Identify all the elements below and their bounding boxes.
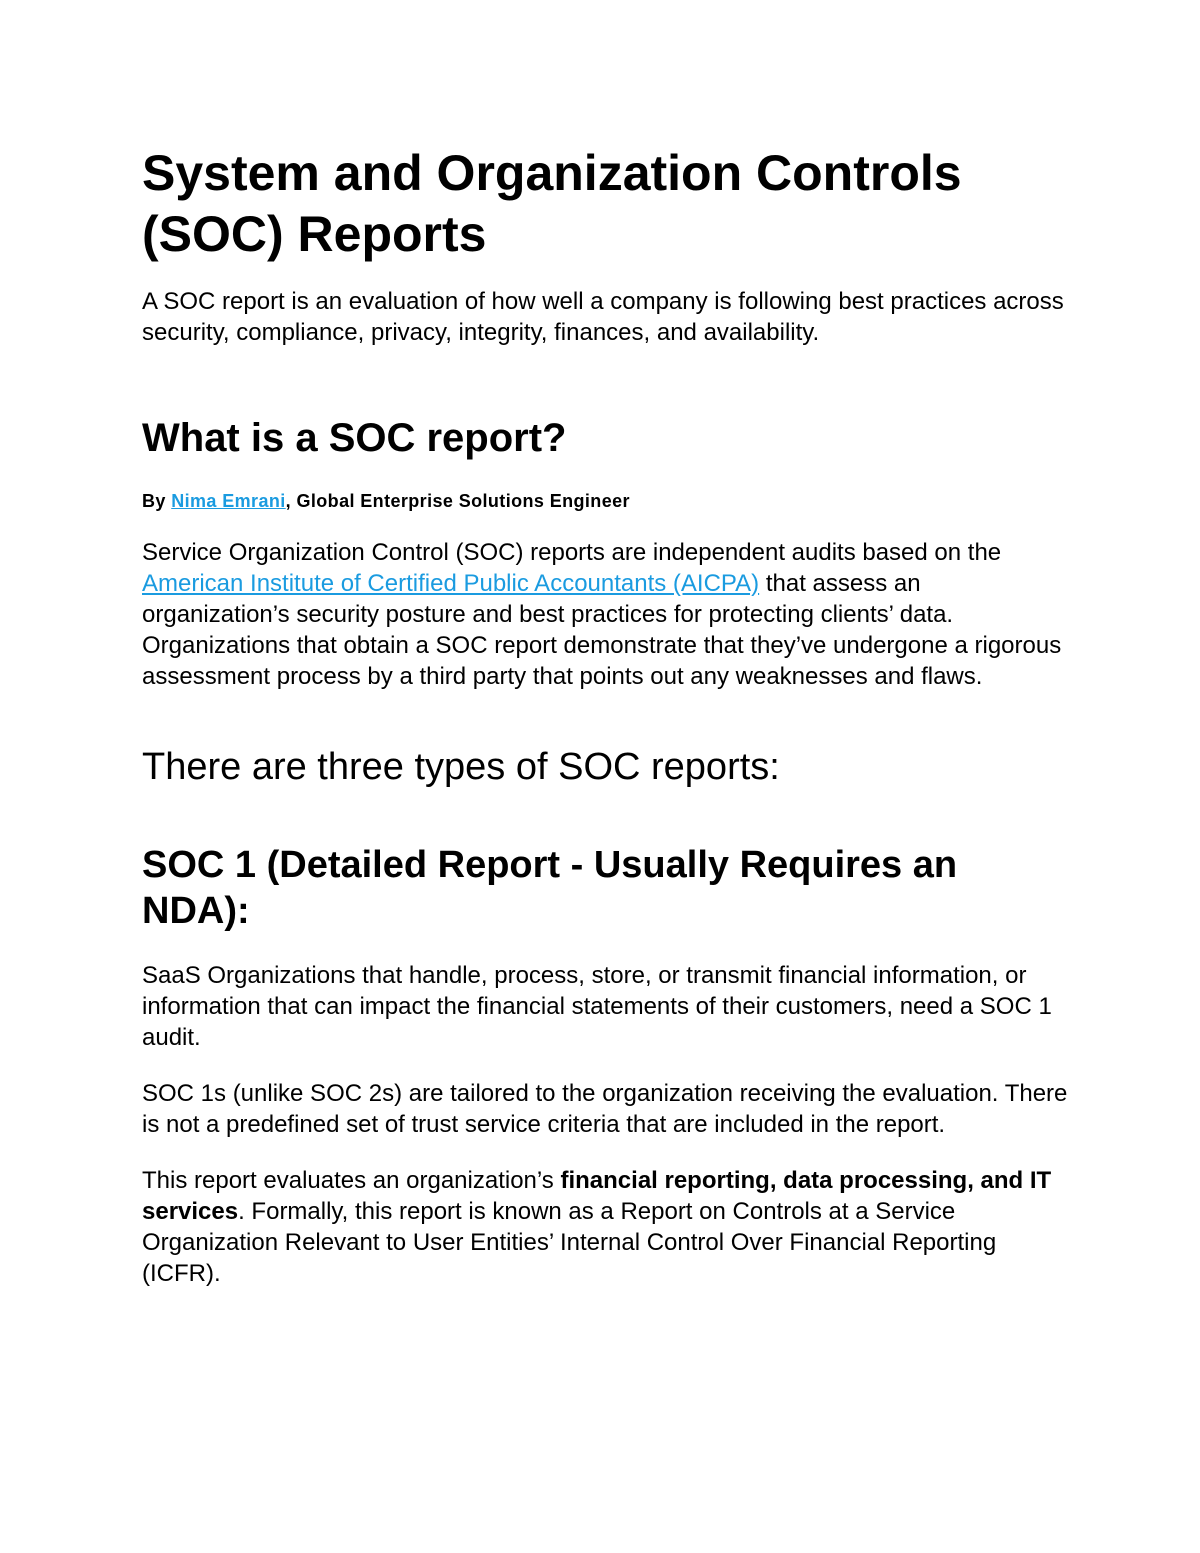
document-title: System and Organization Controls (SOC) Reports bbox=[142, 145, 962, 262]
soc1-heading: SOC 1 (Detailed Report - Usually Requires an NDA): bbox=[142, 844, 958, 932]
author-link[interactable]: Nima Emrani bbox=[171, 491, 286, 511]
byline-prefix: By bbox=[142, 491, 172, 511]
soc1-p3-end: . Formally, this report is known as a Report on Controls at a Service Organization Relevant to User Entities’ Internal Control Over Financial Reporting (ICFR). bbox=[142, 1198, 997, 1287]
soc1-paragraph-1: SaaS Organizations that handle, process, store, or transmit financial information, or information that can impact the financial statements of their customers, need a SOC 1 audit. bbox=[142, 962, 1052, 1051]
overview-paragraph bbox=[142, 537, 1072, 692]
soc1-paragraph-3 bbox=[142, 1165, 1072, 1289]
byline bbox=[142, 489, 1072, 513]
document-page bbox=[142, 143, 1072, 1289]
byline-suffix: , Global Enterprise Solutions Engineer bbox=[285, 491, 630, 511]
intro-paragraph: A SOC report is an evaluation of how well a company is following best practices across security, compliance, privacy, integrity, finances, and availability. bbox=[142, 288, 1064, 346]
section-heading: What is a SOC report? bbox=[142, 416, 567, 460]
overview-text-start: Service Organization Control (SOC) reports are independent audits based on the bbox=[142, 539, 1002, 566]
soc1-p3-bold: financial reporting, data processing, and IT services bbox=[142, 1167, 1052, 1225]
types-heading: There are three types of SOC reports: bbox=[142, 746, 780, 788]
overview-text-end: that assess an organization’s security posture and best practices for protecting clients’ data. Organizations that obtain a SOC report demonstrate that they’ve undergone a rigorous assessment process by a third party that points out any weaknesses and flaws. bbox=[142, 570, 1062, 690]
soc1-paragraph-2: SOC 1s (unlike SOC 2s) are tailored to the organization receiving the evaluation. There is not a predefined set of trust service criteria that are included in the report. bbox=[142, 1080, 1068, 1138]
aicpa-link[interactable]: American Institute of Certified Public Accountants (AICPA) bbox=[142, 570, 760, 597]
soc1-p3-start: This report evaluates an organization’s bbox=[142, 1167, 561, 1194]
